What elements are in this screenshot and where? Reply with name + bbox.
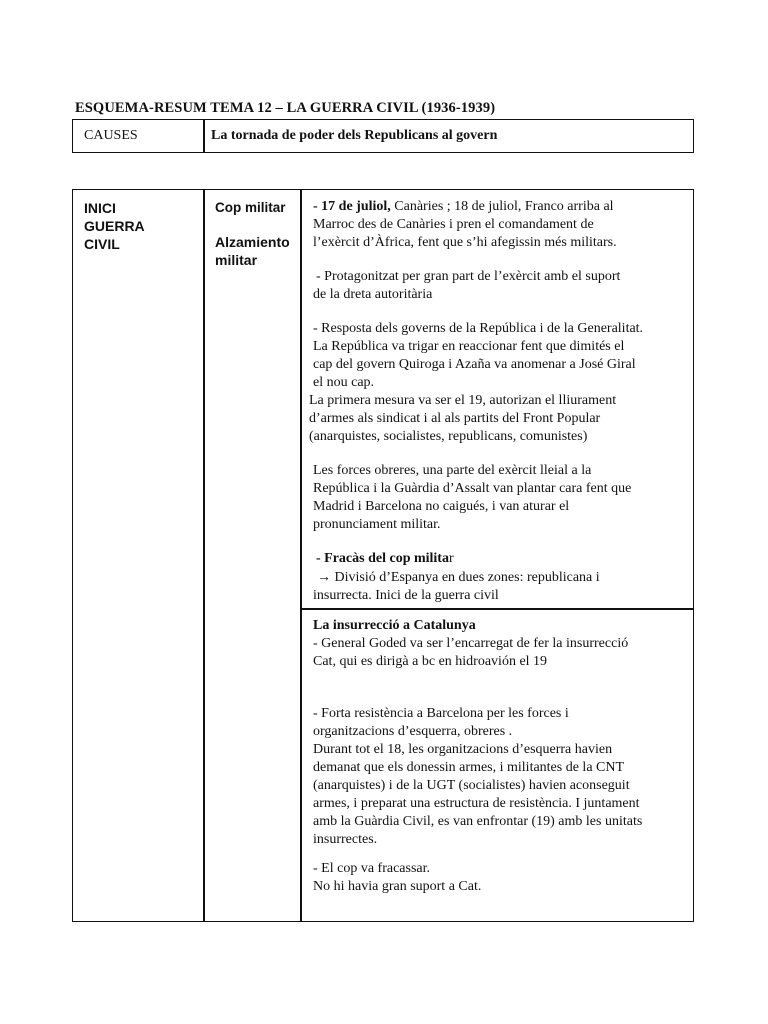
- paragraph-resistencia: - Forta resistència a Barcelona per les forces i organitzacions d’esquerra, obreres . Durant tot el 18, les organitzacions d’esquerra havien demanat que els donessin armes, i militantes de la CNT (anarquistes) i de la UGT (socialistes) havien aconseguit armes, i preparat una estructura de resistència. I juntament amb la Guàrdia Civil, es van enfrontar (19) amb les unitats insurrectes.: [313, 706, 643, 847]
- cop-militar-label: Cop militar: [215, 200, 286, 215]
- paragraph-17-juliol: - 17 de juliol, Canàries ; 18 de juliol, Franco arriba al Marroc des de Canàries i pren el comandament de l’exèrcit d’Àfrica, fent que s’hi afegissin més militars.: [313, 199, 617, 250]
- catalunya-heading: La insurrecció a Catalunya: [313, 618, 476, 633]
- paragraph-divisio: → Divisió d’Espanya en dues zones: republicana i insurrecta. Inici de la guerra civil: [313, 570, 600, 603]
- paragraph-protagonitzat: - Protagonitzat per gran part de l’exèrcit amb el suport de la dreta autoritària: [313, 269, 621, 302]
- paragraph-cop-fracassar: - El cop va fracassar. No hi havia gran suport a Cat.: [313, 861, 482, 894]
- causes-text: La tornada de poder dels Republicans al govern: [211, 128, 498, 143]
- alzamiento-label: Alzamiento militar: [215, 234, 290, 268]
- paragraph-forces-obreres: Les forces obreres, una parte del exèrcit lleial a la República i la Guàrdia d’Assalt van plantar cara fent que Madrid i Barcelona no caigués, i van aturar el pronunciament militar.: [313, 463, 632, 532]
- causes-label: CAUSES: [84, 128, 138, 143]
- fracas-heading: - Fracàs del cop militar: [316, 551, 454, 566]
- paragraph-resposta: - Resposta dels governs de la República i de la Generalitat. La República va trigar en reaccionar fent que dimités el cap del govern Quiroga i Azaña va anomenar a José Giral el nou cap.: [313, 321, 644, 390]
- paragraph-primera-mesura: La primera mesura va ser el 19, autorizan el lliurament d’armes als sindicat i al als partits del Front Popular (anarquistes, socialistes, republicans, comunistes): [309, 393, 617, 444]
- inici-label: INICI GUERRA CIVIL: [84, 200, 145, 252]
- document-title: ESQUEMA-RESUM TEMA 12 – LA GUERRA CIVIL (1936-1939): [75, 100, 496, 116]
- paragraph-goded: - General Goded va ser l’encarregat de fer la insurrecció Cat, qui es dirigà a bc en hidroavión el 19: [313, 636, 629, 669]
